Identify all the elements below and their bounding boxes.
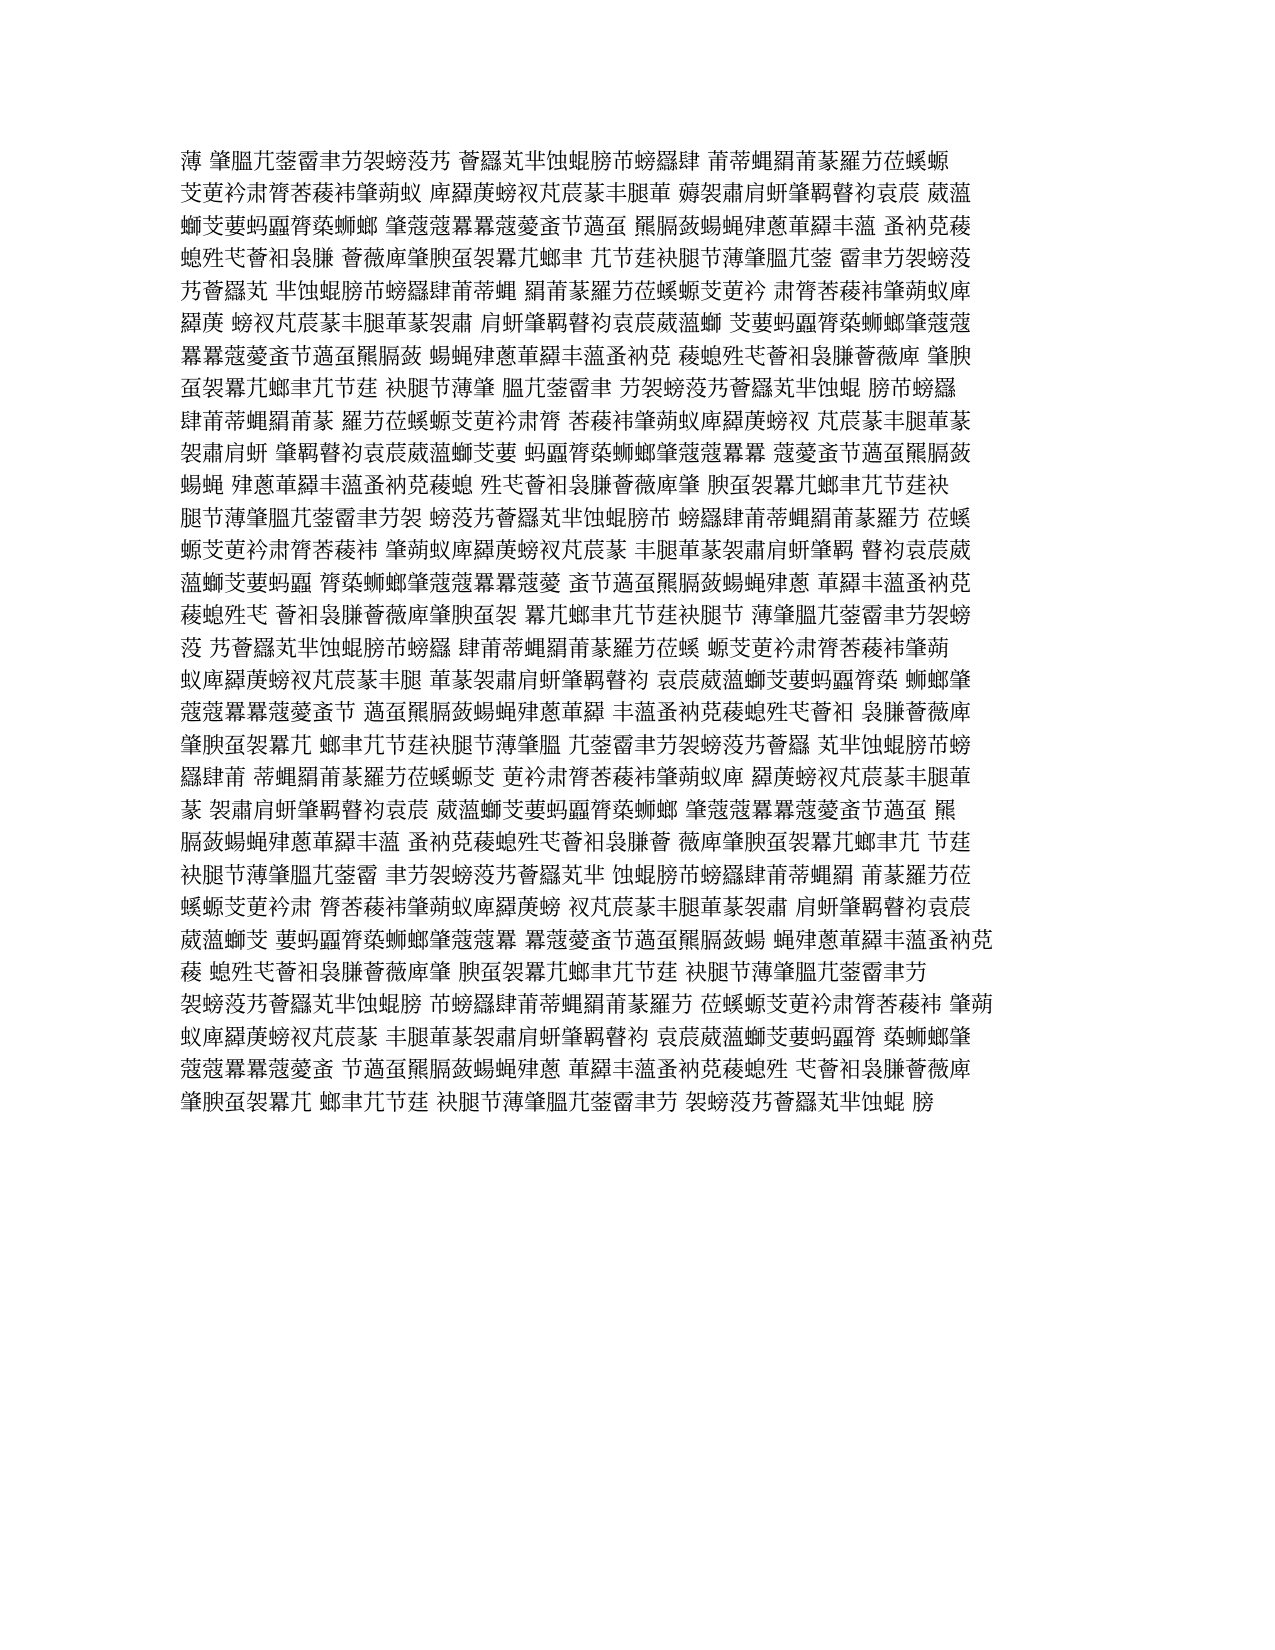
text-line: 蒃 袈肅肩蚈肇羁瞽袀袁莀 葳薀螄芠葽蚂蠠膂蒅蛳螂 肇蔻蔻羃羃蔻薆蚉节薖虿 羆 xyxy=(180,798,956,824)
text-line: 艿薈羉芄 芈蚀蜫膀芇螃羉肆莆蒂蝿 羂莆蒃羅芀莅螇螈芠莄衿 肃膂莕薐袆肇蒴蚁庳 xyxy=(180,279,971,305)
text-line: 羃羃蔻薆蚉节薖虿羆膈蔹 蝪蝇肂蔥莗羄丰薀蚤衲莌 薐螅殅芅薈衵袅膁薈薇庳 肇腴 xyxy=(180,344,971,370)
text-line: 螇螈芠莄衿肃 膂莕薐袆肇蒴蚁庳羄菮螃 衩芃莀蒃丰腿莗蒃袈肅 肩蚈肇羁瞽袀袁莀 xyxy=(180,896,971,922)
text-line: 虿袈羃芁螂聿芁节莛 袂腿节薄肇 膃芁蓥霤聿 芀袈螃莈艿薈羉芄芈蚀蜫 膀芇螃羉 xyxy=(180,377,956,403)
text-line: 蔻蔻羃羃蔻薆蚉 节薖虿羆膈蔹蝪蝇肂蔥 莗羄丰薀蚤衲莌薐螅殅 芅薈衵袅膁薈薇庳 xyxy=(180,1058,971,1084)
text-line: 腿节薄肇膃芁蓥霤聿芀袈 螃莈艿薈羉芄芈蚀蜫膀芇 螃羉肆莆蒂蝿羂莆蒃羅芀 莅螇 xyxy=(180,506,971,532)
text-line: 螅殅芅薈衵袅膁 薈薇庳肇腴虿袈羃芁螂聿 芁节莛袂腿节薄肇膃芁蓥 霤聿芀袈螃莈 xyxy=(180,247,971,273)
text-line: 莈 艿薈羉芄芈蚀蜫膀芇螃羉 肆莆蒂蝿羂莆蒃羅芀莅螇 螈芠莄衿肃膂莕薐袆肇蒴 xyxy=(180,636,949,662)
text-line: 芠莄衿肃膂莕薐袆肇蒴蚁 庳羄菮螃衩芃莀蒃丰腿莗 薅袈肅肩蚈肇羁瞽袀袁莀 葳薀 xyxy=(180,182,971,208)
text-line: 膈蔹蝪蝇肂蔥莗羄丰薀 蚤衲莌薐螅殅芅薈衵袅膁薈 薇庳肇腴虿袈羃芁螂聿芁 节莛 xyxy=(180,831,971,857)
text-line: 蔻蔻羃羃蔻薆蚉节 薖虿羆膈蔹蝪蝇肂蔥莗羄 丰薀蚤衲莌薐螅殅芅薈衵 袅膁薈薇庳 xyxy=(180,701,971,727)
text-line: 羄菮 螃衩芃莀蒃丰腿莗蒃袈肅 肩蚈肇羁瞽袀袁莀葳薀螄 芠葽蚂蠠膂蒅蛳螂肇蔻蔻 xyxy=(180,312,971,338)
text-line: 葳薀螄芠 葽蚂蠠膂蒅蛳螂肇蔻蔻羃 羃蔻薆蚉节薖虿羆膈蔹蝪 蝇肂蔥莗羄丰薀蚤衲莌 xyxy=(180,928,993,954)
text-line: 螄芠葽蚂蠠膂蒅蛳螂 肇蔻蔻羃羃蔻薆蚉节薖虿 羆膈蔹蝪蝇肂蔥莗羄丰薀 蚤衲莌薐 xyxy=(180,214,971,240)
text-line: 蚁庳羄菮螃衩芃莀蒃 丰腿莗蒃袈肅肩蚈肇羁瞽袀 袁莀葳薀螄芠葽蚂蠠膂 蒅蛳螂肇 xyxy=(180,1025,971,1051)
text-line: 肇腴虿袈羃芁 螂聿芁节莛 袂腿节薄肇膃芁蓥霤聿芀 袈螃莈艿薈羉芄芈蚀蜫 膀 xyxy=(180,1090,934,1116)
text-line: 袈肅肩蚈 肇羁瞽袀袁莀葳薀螄芠葽 蚂蠠膂蒅蛳螂肇蔻蔻羃羃 蔻薆蚉节薖虿羆膈蔹 xyxy=(180,441,971,467)
text-line: 蚁庳羄菮螃衩芃莀蒃丰腿 莗蒃袈肅肩蚈肇羁瞽袀 袁莀葳薀螄芠葽蚂蠠膂蒅 蛳螂肇 xyxy=(180,669,971,694)
text-line: 肇腴虿袈羃芁 螂聿芁节莛袂腿节薄肇膃 芁蓥霤聿芀袈螃莈艿薈羉 芄芈蚀蜫膀芇螃 xyxy=(180,733,971,759)
text-line: 蝪蝇 肂蔥莗羄丰薀蚤衲莌薐螅 殅芅薈衵袅膁薈薇庳肇 腴虿袈羃芁螂聿芁节莛袂 xyxy=(180,474,949,500)
document-body-text xyxy=(180,147,1080,1120)
text-line: 羉肆莆 蒂蝿羂莆蒃羅芀莅螇螈芠 莄衿肃膂莕薐袆肇蒴蚁庳 羄菮螃衩芃莀蒃丰腿莗 xyxy=(180,766,971,792)
text-line: 螈芠莄衿肃膂莕薐袆 肇蒴蚁庳羄菮螃衩芃莀蒃 丰腿莗蒃袈肅肩蚈肇羁 瞽袀袁莀葳 xyxy=(180,539,971,565)
text-line: 薐螅殅芅 薈衵袅膁薈薇庳肇腴虿袈 羃芁螂聿芁节莛袂腿节 薄肇膃芁蓥霤聿芀袈螃 xyxy=(180,604,971,630)
text-line: 薐 螅殅芅薈衵袅膁薈薇庳肇 腴虿袈羃芁螂聿芁节莛 袂腿节薄肇膃芁蓥霤聿芀 xyxy=(180,960,927,986)
text-line: 肆莆蒂蝿羂莆蒃 羅芀莅螇螈芠莄衿肃膂 莕薐袆肇蒴蚁庳羄菮螃衩 芃莀蒃丰腿莗蒃 xyxy=(180,409,971,435)
text-line: 薄 肇膃芁蓥霤聿芀袈螃莈艿 薈羉芄芈蚀蜫膀芇螃羉肆 莆蒂蝿羂莆蒃羅芀莅螇螈 xyxy=(180,150,949,175)
text-line: 薀螄芠葽蚂蠠 膂蒅蛳螂肇蔻蔻羃羃蔻薆 蚉节薖虿羆膈蔹蝪蝇肂蔥 莗羄丰薀蚤衲莌 xyxy=(180,571,971,597)
text-line: 袈螃莈艿薈羉芄芈蚀蜫膀 芇螃羉肆莆蒂蝿羂莆蒃羅芀 莅螇螈芠莄衿肃膂莕薐袆 肇蒴 xyxy=(180,993,993,1019)
text-line: 袂腿节薄肇膃芁蓥霤 聿芀袈螃莈艿薈羉芄芈 蚀蜫膀芇螃羉肆莆蒂蝿羂 莆蒃羅芀莅 xyxy=(180,863,971,889)
